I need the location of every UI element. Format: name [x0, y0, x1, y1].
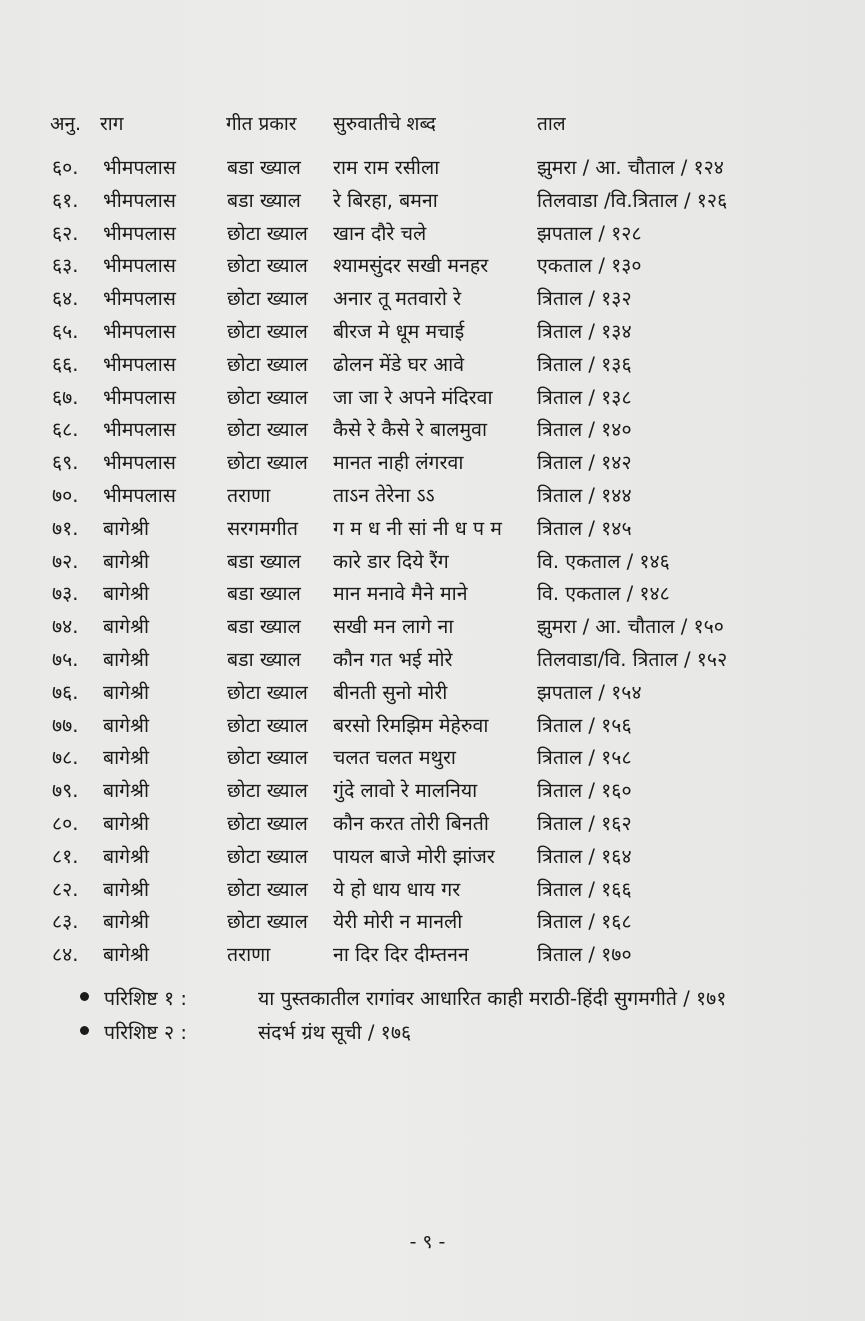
row-song-type: बडा ख्याल: [227, 615, 301, 639]
row-serial: ६३.: [52, 254, 79, 278]
row-song-type: छोटा ख्याल: [227, 713, 308, 737]
row-raag: भीमपलास: [103, 254, 176, 278]
table-row: [0, 514, 865, 547]
row-raag: भीमपलास: [103, 451, 176, 475]
row-taal: त्रिताल / १३४: [537, 319, 632, 343]
row-opening-words: अनार तू मतवारो रे: [333, 287, 462, 311]
header-taal: ताल: [537, 113, 566, 135]
row-taal: झुमरा / आ. चौताल / १२४: [537, 156, 724, 179]
row-serial: ८१.: [52, 844, 79, 868]
row-raag: भीमपलास: [103, 188, 176, 212]
row-opening-words: मानत नाही लंगरवा: [333, 451, 464, 475]
row-raag: बागेश्री: [103, 615, 150, 639]
row-serial: ६१.: [52, 188, 79, 212]
row-serial: ७३.: [52, 582, 79, 606]
table-row: [0, 809, 865, 842]
row-opening-words: ग म ध नी सां नी ध प म: [333, 516, 502, 540]
row-raag: बागेश्री: [103, 582, 150, 606]
appendix-label: परिशिष्ट १ :: [104, 987, 187, 1010]
row-song-type: बडा ख्याल: [227, 156, 301, 179]
row-taal: त्रिताल / १५६: [537, 713, 632, 737]
table-row: [0, 875, 865, 908]
header-raag: राग: [100, 113, 124, 135]
row-song-type: छोटा ख्याल: [227, 779, 308, 803]
row-raag: बागेश्री: [103, 910, 150, 934]
table-row: [0, 940, 865, 973]
row-opening-words: बीरज मे धूम मचाई: [333, 319, 465, 343]
row-opening-words: सखी मन लागे ना: [333, 615, 454, 639]
table-row: [0, 448, 865, 481]
row-song-type: छोटा ख्याल: [227, 746, 308, 770]
row-taal: त्रिताल / १४०: [537, 418, 632, 442]
row-song-type: छोटा ख्याल: [227, 680, 308, 704]
row-raag: भीमपलास: [103, 156, 176, 179]
row-serial: ७९.: [52, 779, 79, 803]
row-song-type: छोटा ख्याल: [227, 254, 308, 278]
row-raag: भीमपलास: [103, 418, 176, 442]
header-song-type: गीत प्रकार: [226, 113, 297, 135]
row-song-type: बडा ख्याल: [227, 647, 301, 671]
row-serial: ६०.: [52, 156, 79, 179]
page-number-text: - ९ -: [409, 1231, 446, 1253]
table-row: [0, 219, 865, 252]
row-song-type: छोटा ख्याल: [227, 287, 308, 311]
row-serial: ७२.: [52, 549, 79, 573]
row-raag: बागेश्री: [103, 746, 150, 770]
row-raag: भीमपलास: [103, 221, 176, 245]
table-row: [0, 678, 865, 711]
appendix-title: या पुस्तकातील रागांवर आधारित काही मराठी-हिंदी सुगमगीते / १७१: [258, 987, 727, 1010]
row-taal: झपताल / १५४: [537, 680, 642, 704]
table-header: [0, 110, 865, 140]
row-serial: ६८.: [52, 418, 79, 442]
table-row: [0, 350, 865, 383]
table-row: [0, 153, 865, 186]
row-raag: बागेश्री: [103, 811, 150, 835]
row-taal: त्रिताल / १७०: [537, 943, 632, 967]
row-taal: त्रिताल / १४४: [537, 483, 632, 507]
row-raag: बागेश्री: [103, 549, 150, 573]
row-opening-words: ये हो धाय धाय गर: [333, 877, 461, 901]
row-taal: झपताल / १२८: [537, 221, 642, 245]
row-taal: त्रिताल / १६०: [537, 779, 632, 803]
row-raag: भीमपलास: [103, 287, 176, 311]
row-song-type: छोटा ख्याल: [227, 319, 308, 343]
row-taal: त्रिताल / १३८: [537, 385, 632, 409]
row-serial: ६५.: [52, 319, 79, 343]
header-opening-words: सुरुवातीचे शब्द: [333, 113, 436, 135]
row-raag: बागेश्री: [103, 877, 150, 901]
row-opening-words: बरसो रिमझिम मेहेरुवा: [333, 713, 489, 737]
row-opening-words: कौन करत तोरी बिनती: [333, 811, 489, 835]
row-taal: वि. एकताल / १४८: [537, 582, 670, 606]
row-raag: भीमपलास: [103, 319, 176, 343]
row-raag: बागेश्री: [103, 713, 150, 737]
table-row: [0, 251, 865, 284]
row-opening-words: गुंदे लावो रे मालनिया: [333, 779, 478, 803]
row-raag: बागेश्री: [103, 943, 150, 967]
row-opening-words: जा जा रे अपने मंदिरवा: [333, 385, 493, 409]
appendix-label: परिशिष्ट २ :: [104, 1021, 187, 1044]
row-serial: ७८.: [52, 746, 79, 770]
row-song-type: तराणा: [227, 483, 271, 507]
row-song-type: छोटा ख्याल: [227, 811, 308, 835]
row-opening-words: ना दिर दिर दीम्तनन: [333, 943, 469, 967]
row-song-type: सरगमगीत: [227, 516, 298, 540]
table-row: [0, 645, 865, 678]
row-serial: ६६.: [52, 352, 79, 376]
row-raag: बागेश्री: [103, 844, 150, 868]
row-opening-words: खान दौरे चले: [333, 221, 427, 245]
row-taal: वि. एकताल / १४६: [537, 549, 670, 573]
row-opening-words: कारे डार दिये रैंग: [333, 549, 449, 573]
row-taal: एकताल / १३०: [537, 254, 642, 278]
row-serial: ६२.: [52, 221, 79, 245]
table-row: [0, 907, 865, 940]
row-serial: ६४.: [52, 287, 79, 311]
table-row: [0, 317, 865, 350]
row-serial: ८४.: [52, 943, 79, 967]
table-row: [0, 612, 865, 645]
row-song-type: छोटा ख्याल: [227, 451, 308, 475]
row-taal: त्रिताल / १४५: [537, 516, 632, 540]
contents-table: [0, 153, 865, 973]
row-serial: ६७.: [52, 385, 79, 409]
row-song-type: छोटा ख्याल: [227, 221, 308, 245]
row-opening-words: राम राम रसीला: [333, 156, 440, 179]
row-serial: ६९.: [52, 451, 79, 475]
appendix-1: [0, 984, 865, 1016]
row-serial: ७५.: [52, 647, 79, 671]
appendix-title: संदर्भ ग्रंथ सूची / १७६: [258, 1021, 412, 1044]
row-song-type: तराणा: [227, 943, 271, 967]
row-taal: तिलवाडा /वि.त्रिताल / १२६: [537, 188, 728, 212]
row-serial: ८३.: [52, 910, 79, 934]
row-song-type: बडा ख्याल: [227, 549, 301, 573]
row-raag: भीमपलास: [103, 385, 176, 409]
row-serial: ७१.: [52, 516, 79, 540]
row-raag: बागेश्री: [103, 779, 150, 803]
row-song-type: छोटा ख्याल: [227, 910, 308, 934]
row-song-type: बडा ख्याल: [227, 582, 301, 606]
row-raag: बागेश्री: [103, 680, 150, 704]
table-row: [0, 743, 865, 776]
row-taal: त्रिताल / १६८: [537, 910, 632, 934]
table-row: [0, 579, 865, 612]
row-taal: त्रिताल / १३६: [537, 352, 632, 376]
table-row: [0, 415, 865, 448]
row-song-type: छोटा ख्याल: [227, 844, 308, 868]
table-row: [0, 481, 865, 514]
table-row: [0, 547, 865, 580]
row-song-type: छोटा ख्याल: [227, 877, 308, 901]
table-row: [0, 842, 865, 875]
row-raag: भीमपलास: [103, 483, 176, 507]
bullet-icon: [80, 992, 89, 1001]
row-serial: ७६.: [52, 680, 79, 704]
table-row: [0, 711, 865, 744]
row-taal: त्रिताल / १६६: [537, 877, 632, 901]
table-row: [0, 776, 865, 809]
row-taal: त्रिताल / १४२: [537, 451, 632, 475]
table-row: [0, 383, 865, 416]
row-serial: ८२.: [52, 877, 79, 901]
row-opening-words: ढोलन मेंडे घर आवे: [333, 352, 465, 376]
row-serial: ७४.: [52, 615, 79, 639]
row-opening-words: कौन गत भई मोरे: [333, 647, 453, 671]
row-song-type: छोटा ख्याल: [227, 385, 308, 409]
table-row: [0, 186, 865, 219]
row-opening-words: रे बिरहा, बमना: [333, 188, 438, 212]
row-song-type: छोटा ख्याल: [227, 418, 308, 442]
row-opening-words: बीनती सुनो मोरी: [333, 680, 448, 704]
row-serial: ७०.: [52, 483, 79, 507]
row-taal: त्रिताल / १६४: [537, 844, 632, 868]
row-opening-words: ताऽन तेरेना ऽऽ: [333, 483, 435, 507]
row-taal: त्रिताल / १३२: [537, 287, 632, 311]
row-taal: त्रिताल / १५८: [537, 746, 632, 770]
row-opening-words: श्यामसुंदर सखी मनहर: [333, 254, 489, 278]
row-song-type: छोटा ख्याल: [227, 352, 308, 376]
bullet-icon: [80, 1026, 89, 1035]
row-taal: झुमरा / आ. चौताल / १५०: [537, 615, 724, 639]
row-opening-words: मान मनावे मैने माने: [333, 582, 468, 606]
row-song-type: बडा ख्याल: [227, 188, 301, 212]
row-opening-words: चलत चलत मथुरा: [333, 746, 456, 770]
table-row: [0, 284, 865, 317]
row-serial: ७७.: [52, 713, 79, 737]
row-opening-words: पायल बाजे मोरी झांजर: [333, 844, 495, 868]
row-opening-words: येरी मोरी न मानली: [333, 910, 463, 934]
header-serial: अनु.: [50, 113, 82, 135]
row-taal: त्रिताल / १६२: [537, 811, 632, 835]
row-raag: बागेश्री: [103, 516, 150, 540]
row-raag: भीमपलास: [103, 352, 176, 376]
appendix-2: [0, 1018, 865, 1050]
row-taal: तिलवाडा/वि. त्रिताल / १५२: [537, 647, 728, 671]
row-serial: ८०.: [52, 811, 79, 835]
row-opening-words: कैसे रे कैसे रे बालमुवा: [333, 418, 488, 442]
page-number: [0, 1228, 865, 1254]
row-raag: बागेश्री: [103, 647, 150, 671]
